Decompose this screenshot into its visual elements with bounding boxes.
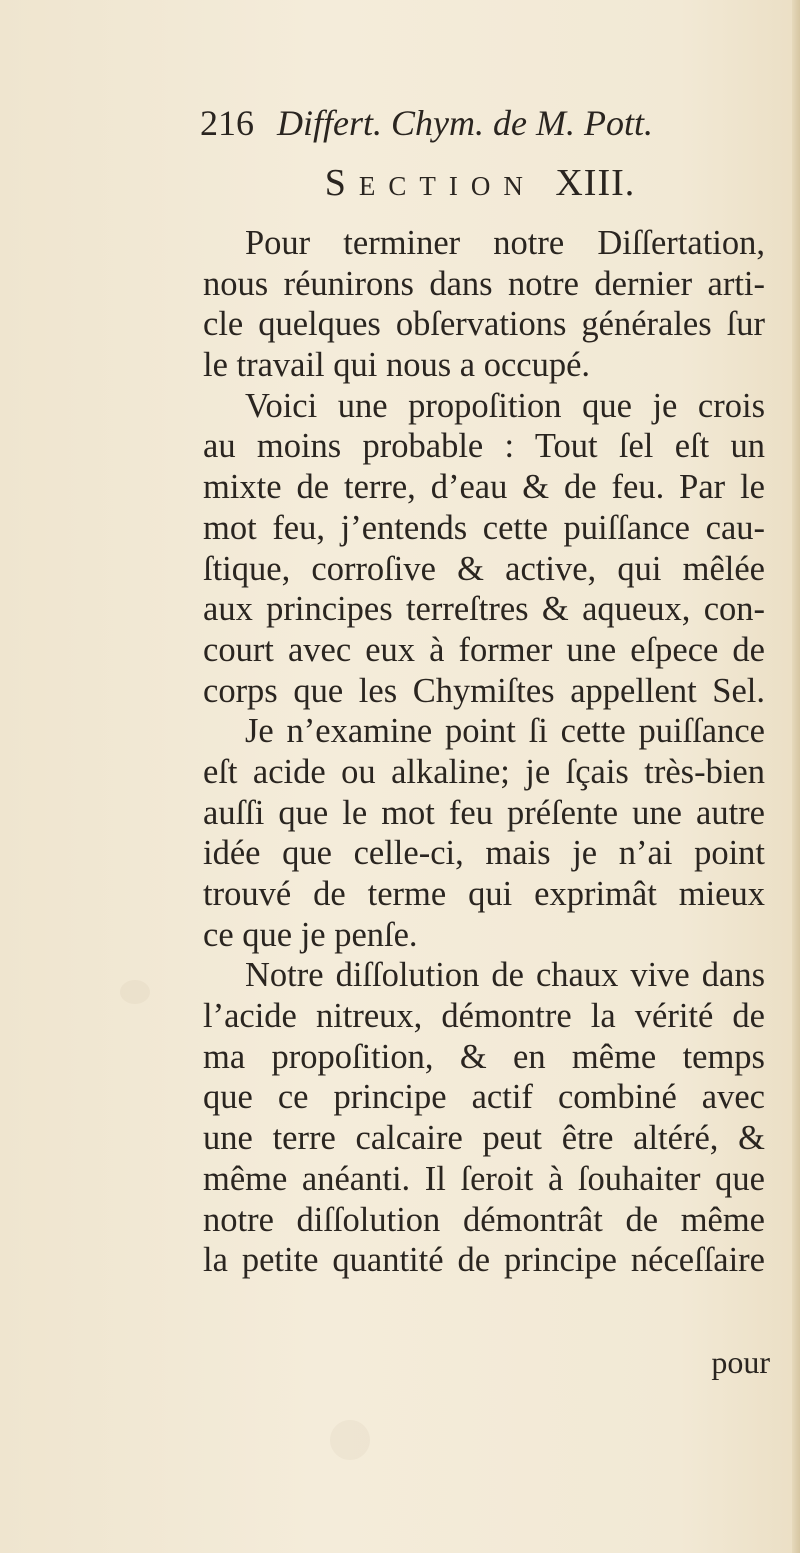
text-line: notre diſſolution démontrât de même <box>203 1200 765 1239</box>
text-line: mixte de terre, d’eau & de feu. Par le <box>203 468 765 507</box>
text-line: eſt acide ou alkaline; je ſçais très-bien <box>203 752 765 791</box>
text-line: mot feu, j’entends cette puiſſance cau- <box>203 508 765 547</box>
text-line: ce que je penſe. <box>203 915 418 954</box>
text-line: trouvé de terme qui exprimât mieux <box>203 875 765 913</box>
text-line: Voici une propoſition que je crois <box>245 386 765 425</box>
text-line: Je n’examine point ſi cette puiſſance <box>245 712 765 751</box>
text-line: court avec eux à former une eſpece de <box>203 630 765 669</box>
text-line: cle quelques obſervations générales ſur <box>203 305 765 344</box>
text-line: Notre diſſolution de chaux vive dans <box>245 956 765 995</box>
section-heading <box>200 158 760 208</box>
text-line: que ce principe actif combiné avec <box>203 1078 765 1117</box>
paper-stain <box>120 980 150 1004</box>
text-line: nous réunirons dans notre dernier arti- <box>203 264 765 303</box>
text-line: ſtique, corroſive & active, qui mêlée <box>203 549 765 588</box>
section-word: Section <box>324 162 536 204</box>
text-line: idée que celle-ci, mais je n’ai point <box>203 834 765 873</box>
text-line: aux principes terreſtres & aqueux, con- <box>203 590 765 629</box>
section-number: XIII. <box>555 162 636 204</box>
text-line: la petite quantité de principe néceſſaire <box>203 1241 765 1280</box>
catchword: pour <box>711 1344 770 1380</box>
text-line: le travail qui nous a occupé. <box>203 346 591 385</box>
body-text <box>203 223 765 1281</box>
running-title: Differt. Chym. de M. Pott. <box>277 103 653 143</box>
paper-stain <box>330 1420 370 1460</box>
page-number: 216 <box>200 103 254 143</box>
text-line: au moins probable : Tout ſel eſt un <box>203 427 765 466</box>
text-line: ma propoſition, & en même temps <box>203 1037 765 1076</box>
text-line: même anéanti. Il ſeroit à ſouhaiter que <box>203 1159 765 1198</box>
text-line: Pour terminer notre Diſſertation, <box>245 224 765 262</box>
running-header <box>200 98 760 148</box>
text-line: une terre calcaire peut être altéré, & <box>203 1119 765 1158</box>
text-line: l’acide nitreux, démontre la vérité de <box>203 997 765 1036</box>
text-line: auſſi que le mot feu préſente une autre <box>203 793 765 832</box>
text-line: corps que les Chymiſtes appellent Sel. <box>203 671 765 710</box>
page-edge <box>792 0 800 1553</box>
